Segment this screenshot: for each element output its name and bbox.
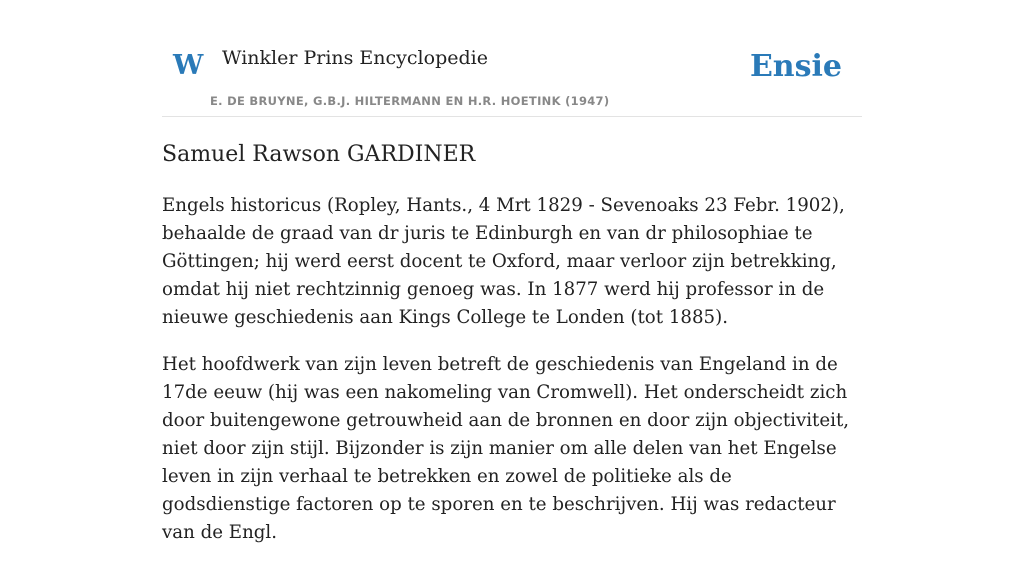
source-logo-icon[interactable]: W [173,50,204,81]
source-header [162,0,862,117]
article-paragraph: Engels historicus (Ropley, Hants., 4 Mrt 1829 - Sevenoaks 23 Febr. 1902), behaalde de graad van dr juris te Edinburgh en van dr philosophiae te Göttingen; hij werd eerst docent te Oxford, maar verloor zijn betrekking, omdat hij niet rechtzinnig genoeg was. In 1877 werd hij professor in de nieuwe geschiedenis aan Kings College te Londen (tot 1885). [162,195,845,328]
article-body [162,192,862,566]
source-authors: E. DE BRUYNE, G.B.J. HILTERMANN EN H.R. HOETINK (1947) [210,94,610,108]
article-title: Samuel Rawson GARDINER [162,142,476,167]
article-paragraph: Het hoofdwerk van zijn leven betreft de geschiedenis van Engeland in de 17de eeuw (hij was een nakomeling van Cromwell). Het onderscheidt zich door buitengewone getrouwheid aan de bronnen en door zijn objectiviteit, niet door zijn stijl. Bijzonder is zijn manier om alle delen van het Engelse leven in zijn verhaal te betrekken en zowel de politieke als de godsdienstige factoren op te sporen en te beschrijven. Hij was redacteur van de Engl. [162,354,850,543]
brand-logo[interactable]: Ensie [749,49,842,84]
source-title[interactable]: Winkler Prins Encyclopedie [222,47,488,69]
